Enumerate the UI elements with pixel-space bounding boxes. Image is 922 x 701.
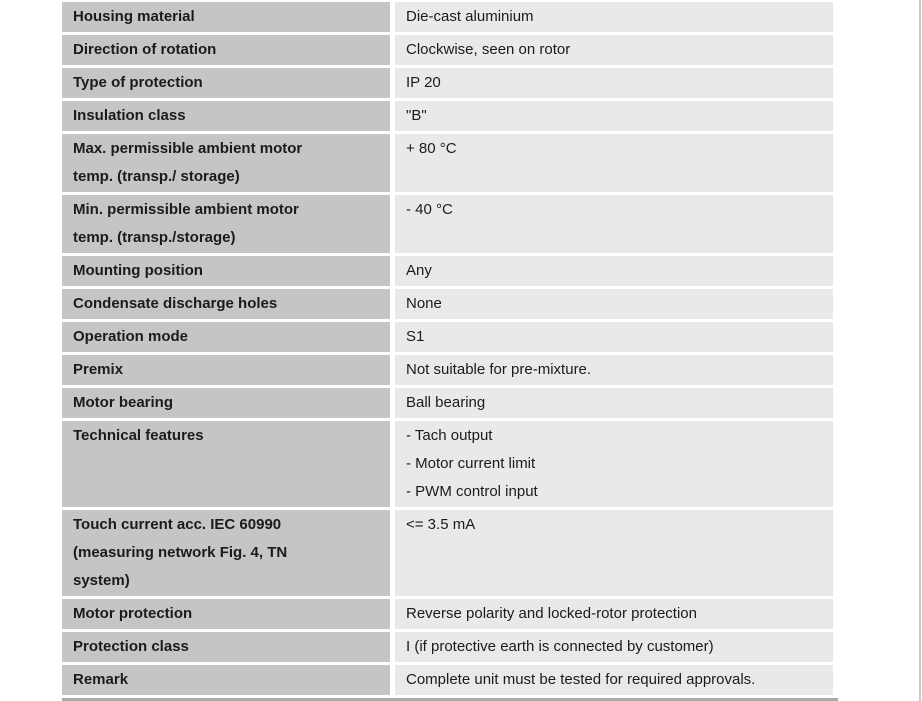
text-line: Motor protection <box>73 605 193 622</box>
text-line: Not suitable for pre-mixture. <box>406 361 592 378</box>
row-value <box>395 289 833 319</box>
row-label <box>62 421 390 507</box>
text-line: None <box>406 295 442 312</box>
row-value <box>395 134 833 192</box>
text-line: "B" <box>406 107 427 124</box>
row-label <box>62 665 390 695</box>
text-line: system) <box>73 572 130 589</box>
text-line: temp. (transp./ storage) <box>73 168 240 185</box>
row-value <box>395 632 833 662</box>
text-line: Touch current acc. IEC 60990 <box>73 516 282 533</box>
text-line: - Tach output <box>406 427 493 444</box>
text-line: Complete unit must be tested for required approvals. <box>406 671 756 688</box>
text-line: + 80 °C <box>406 140 457 157</box>
text-line: Type of protection <box>73 74 203 91</box>
spec-table <box>62 2 833 701</box>
table-row <box>62 388 833 418</box>
row-label <box>62 355 390 385</box>
text-line: Max. permissible ambient motor <box>73 140 303 157</box>
table-row <box>62 289 833 319</box>
row-value <box>395 35 833 65</box>
text-line: temp. (transp./storage) <box>73 229 236 246</box>
row-label <box>62 134 390 192</box>
row-value <box>395 421 833 507</box>
text-line: IP 20 <box>406 74 441 91</box>
row-label <box>62 289 390 319</box>
table-row <box>62 35 833 65</box>
row-label <box>62 599 390 629</box>
text-line: Any <box>406 262 432 279</box>
text-line: Direction of rotation <box>73 41 217 58</box>
row-value <box>395 68 833 98</box>
table-row <box>62 2 833 32</box>
text-line: Technical features <box>73 427 204 444</box>
row-value <box>395 388 833 418</box>
text-line: Premix <box>73 361 124 378</box>
text-line: Protection class <box>73 638 189 655</box>
text-line: <= 3.5 mA <box>406 516 476 533</box>
text-line: - PWM control input <box>406 483 538 500</box>
table-row <box>62 322 833 352</box>
text-line: - 40 °C <box>406 201 453 218</box>
text-line: Min. permissible ambient motor <box>73 201 299 218</box>
row-label <box>62 632 390 662</box>
row-label <box>62 322 390 352</box>
row-value <box>395 510 833 596</box>
text-line: I (if protective earth is connected by customer) <box>406 638 714 655</box>
text-line: Motor bearing <box>73 394 173 411</box>
text-line: Housing material <box>73 8 195 25</box>
page-right-edge-line <box>919 0 921 701</box>
row-label <box>62 68 390 98</box>
table-row <box>62 599 833 629</box>
text-line: Die-cast aluminium <box>406 8 534 25</box>
table-row <box>62 195 833 253</box>
text-line: Ball bearing <box>406 394 486 411</box>
table-row <box>62 68 833 98</box>
text-line: Condensate discharge holes <box>73 295 278 312</box>
text-line: Operation mode <box>73 328 189 345</box>
text-line: Reverse polarity and locked-rotor protection <box>406 605 697 622</box>
text-line: (measuring network Fig. 4, TN <box>73 544 288 561</box>
table-row <box>62 134 833 192</box>
table-row <box>62 421 833 507</box>
row-label <box>62 101 390 131</box>
table-row <box>62 256 833 286</box>
row-value <box>395 256 833 286</box>
row-value <box>395 599 833 629</box>
row-label <box>62 388 390 418</box>
row-value <box>395 355 833 385</box>
row-label <box>62 35 390 65</box>
row-label <box>62 2 390 32</box>
row-value <box>395 101 833 131</box>
row-label <box>62 256 390 286</box>
row-value <box>395 665 833 695</box>
row-value <box>395 195 833 253</box>
table-row <box>62 510 833 596</box>
row-value <box>395 2 833 32</box>
text-line: Insulation class <box>73 107 186 124</box>
row-label <box>62 510 390 596</box>
text-line: S1 <box>406 328 425 345</box>
table-row <box>62 355 833 385</box>
row-value <box>395 322 833 352</box>
table-row <box>62 101 833 131</box>
text-line: Remark <box>73 671 129 688</box>
row-label <box>62 195 390 253</box>
table-row <box>62 665 833 695</box>
table-row <box>62 632 833 662</box>
text-line: - Motor current limit <box>406 455 536 472</box>
text-line: Clockwise, seen on rotor <box>406 41 571 58</box>
text-line: Mounting position <box>73 262 203 279</box>
